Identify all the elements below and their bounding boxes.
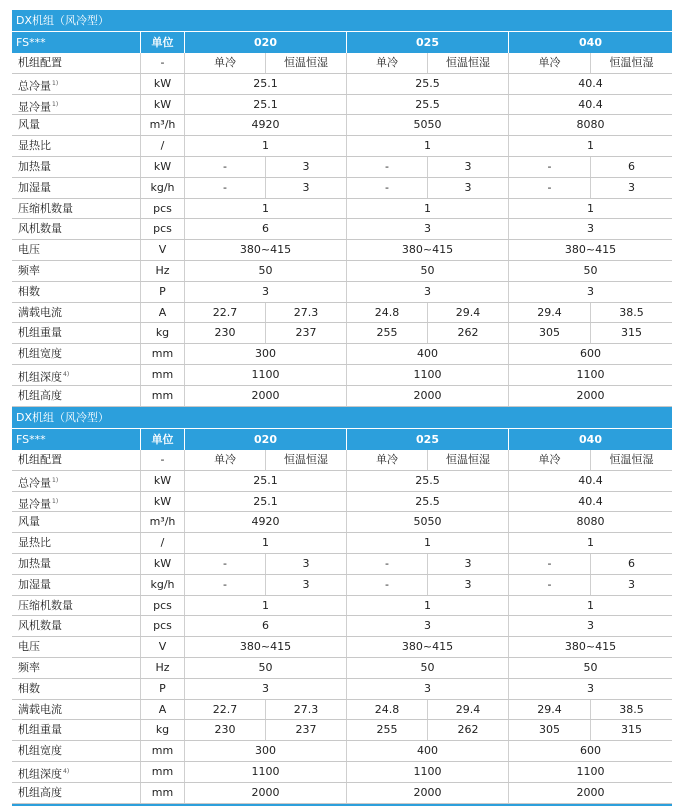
row-label <box>12 512 140 532</box>
unit-cell: - <box>140 450 184 470</box>
table-row <box>12 720 672 741</box>
value-cell: 恒温恒湿 <box>590 53 672 73</box>
value-cell: 1100 <box>184 365 346 385</box>
table-row <box>12 533 672 554</box>
value-cell: 315 <box>590 323 672 343</box>
table-row <box>12 616 672 637</box>
footnote-marker: 4) <box>63 767 70 775</box>
unit-cell: m³/h <box>140 512 184 532</box>
unit-cell: kg <box>140 720 184 740</box>
value-cell: 3 <box>590 575 672 595</box>
row-label <box>12 115 140 135</box>
unit-cell: Hz <box>140 261 184 281</box>
value-cell: 1100 <box>184 762 346 782</box>
value-cell: 29.4 <box>508 303 590 323</box>
table-row <box>12 157 672 178</box>
value-cell: 1 <box>346 136 508 156</box>
table-row <box>12 53 672 74</box>
value-cell: 5050 <box>346 115 508 135</box>
row-label <box>12 365 140 385</box>
value-cell: 3 <box>265 178 346 198</box>
row-label-text: 机组高度 <box>18 785 62 799</box>
unit-cell: mm <box>140 783 184 803</box>
row-label-text: 机组配置 <box>18 453 62 466</box>
row-label <box>12 323 140 343</box>
row-label <box>12 282 140 302</box>
value-cell: 38.5 <box>590 700 672 720</box>
value-cell: 3 <box>346 282 508 302</box>
value-cell: 25.1 <box>184 74 346 94</box>
value-cell: 1100 <box>346 762 508 782</box>
row-label-text: 显冷量 <box>18 100 51 114</box>
value-cell: 2000 <box>184 386 346 406</box>
value-cell: - <box>508 157 590 177</box>
value-cell: 22.7 <box>184 700 265 720</box>
value-cell: 315 <box>590 720 672 740</box>
value-cell: 恒温恒湿 <box>427 53 508 73</box>
row-label-text: 总冷量 <box>18 79 51 93</box>
unit-cell: A <box>140 700 184 720</box>
table-row <box>12 178 672 199</box>
row-label-text: 加热量 <box>18 159 51 173</box>
value-cell: 2000 <box>508 783 672 803</box>
row-label <box>12 700 140 720</box>
value-cell: 50 <box>184 261 346 281</box>
table-row <box>12 762 672 783</box>
row-label <box>12 575 140 595</box>
value-cell: 6 <box>184 616 346 636</box>
value-cell: 3 <box>184 679 346 699</box>
row-label <box>12 199 140 219</box>
row-label <box>12 386 140 406</box>
footnote-marker: 1) <box>52 79 59 87</box>
row-label <box>12 554 140 574</box>
table-title: DX机组（风冷型） <box>12 10 672 32</box>
value-cell: 600 <box>508 741 672 761</box>
value-cell: 3 <box>346 679 508 699</box>
table-row <box>12 471 672 492</box>
value-cell: 305 <box>508 323 590 343</box>
value-cell: 3 <box>508 219 672 239</box>
value-cell: - <box>508 554 590 574</box>
row-label <box>12 450 140 470</box>
value-cell: 1 <box>184 199 346 219</box>
value-cell: 3 <box>590 178 672 198</box>
unit-cell: mm <box>140 344 184 364</box>
value-cell: 3 <box>346 616 508 636</box>
unit-cell: m³/h <box>140 115 184 135</box>
value-cell: 27.3 <box>265 700 346 720</box>
value-cell: - <box>508 575 590 595</box>
value-cell: 29.4 <box>427 700 508 720</box>
row-label-text: 相数 <box>18 681 40 695</box>
value-cell: 8080 <box>508 115 672 135</box>
table-row <box>12 554 672 575</box>
row-label-text: 机组宽度 <box>18 347 62 361</box>
value-cell: 380~415 <box>508 240 672 260</box>
value-cell: 1 <box>508 533 672 553</box>
row-label <box>12 658 140 678</box>
row-label <box>12 95 140 115</box>
value-cell: 1100 <box>508 762 672 782</box>
spec-table-2 <box>12 407 672 806</box>
table-row <box>12 240 672 261</box>
unit-cell: / <box>140 136 184 156</box>
row-label-text: 机组深度 <box>18 767 62 781</box>
value-cell: 2000 <box>346 783 508 803</box>
table-row <box>12 512 672 533</box>
value-cell: 400 <box>346 741 508 761</box>
row-label-text: 机组高度 <box>18 388 62 402</box>
row-label-text: 显冷量 <box>18 497 51 511</box>
value-cell: 255 <box>346 720 427 740</box>
value-cell: - <box>346 554 427 574</box>
value-cell: 300 <box>184 344 346 364</box>
spec-table-1 <box>12 10 672 409</box>
unit-cell: mm <box>140 762 184 782</box>
row-label-text: 电压 <box>18 243 40 257</box>
table-row <box>12 303 672 324</box>
value-cell: 50 <box>508 261 672 281</box>
unit-cell: mm <box>140 365 184 385</box>
row-label <box>12 157 140 177</box>
value-cell: 恒温恒湿 <box>427 450 508 470</box>
value-cell: 237 <box>265 323 346 343</box>
row-label <box>12 720 140 740</box>
table-title: DX机组（风冷型） <box>12 407 672 429</box>
value-cell: 29.4 <box>508 700 590 720</box>
row-label <box>12 492 140 512</box>
table-row <box>12 596 672 617</box>
model-020-header: 020 <box>184 429 346 450</box>
row-label <box>12 679 140 699</box>
row-label <box>12 261 140 281</box>
model-header: FS*** <box>16 433 46 446</box>
unit-cell: kW <box>140 554 184 574</box>
unit-cell: kg/h <box>140 575 184 595</box>
model-040-header: 040 <box>508 32 672 53</box>
value-cell: 262 <box>427 720 508 740</box>
value-cell: 1 <box>508 199 672 219</box>
value-cell: 38.5 <box>590 303 672 323</box>
value-cell: 8080 <box>508 512 672 532</box>
row-label-text: 风量 <box>18 118 40 132</box>
row-label-text: 频率 <box>18 263 40 277</box>
table-row <box>12 741 672 762</box>
row-label <box>12 637 140 657</box>
value-cell: 400 <box>346 344 508 364</box>
value-cell: 2000 <box>184 783 346 803</box>
value-cell: 3 <box>508 679 672 699</box>
table-header <box>12 32 672 53</box>
table-row <box>12 344 672 365</box>
value-cell: 恒温恒湿 <box>265 53 346 73</box>
footnote-marker: 1) <box>52 497 59 505</box>
value-cell: 40.4 <box>508 471 672 491</box>
model-header: FS*** <box>16 36 46 49</box>
row-label-text: 加湿量 <box>18 577 51 591</box>
table-row <box>12 115 672 136</box>
unit-cell: pcs <box>140 219 184 239</box>
table-row <box>12 74 672 95</box>
value-cell: 单冷 <box>508 450 590 470</box>
value-cell: - <box>346 178 427 198</box>
row-label <box>12 74 140 94</box>
table-row <box>12 783 672 804</box>
footnote-marker: 1) <box>52 100 59 108</box>
value-cell: 3 <box>184 282 346 302</box>
table-row <box>12 282 672 303</box>
row-label <box>12 596 140 616</box>
unit-cell: / <box>140 533 184 553</box>
value-cell: - <box>508 178 590 198</box>
row-label <box>12 471 140 491</box>
value-cell: 恒温恒湿 <box>265 450 346 470</box>
row-label <box>12 741 140 761</box>
table-row <box>12 386 672 407</box>
table-row <box>12 365 672 386</box>
value-cell: - <box>184 178 265 198</box>
row-label-text: 机组配置 <box>18 56 62 69</box>
value-cell: 单冷 <box>184 53 265 73</box>
value-cell: 1 <box>346 533 508 553</box>
row-label <box>12 178 140 198</box>
value-cell: 3 <box>427 554 508 574</box>
value-cell: 恒温恒湿 <box>590 450 672 470</box>
value-cell: 5050 <box>346 512 508 532</box>
value-cell: - <box>346 157 427 177</box>
row-label-text: 显热比 <box>18 536 51 550</box>
value-cell: 1 <box>184 533 346 553</box>
value-cell: 单冷 <box>508 53 590 73</box>
value-cell: 1 <box>184 136 346 156</box>
unit-cell: mm <box>140 741 184 761</box>
table-row <box>12 450 672 471</box>
unit-cell: P <box>140 679 184 699</box>
unit-cell: A <box>140 303 184 323</box>
unit-cell: V <box>140 637 184 657</box>
value-cell: 50 <box>184 658 346 678</box>
table-header <box>12 429 672 450</box>
model-020-header: 020 <box>184 32 346 53</box>
value-cell: 2000 <box>508 386 672 406</box>
unit-cell: V <box>140 240 184 260</box>
row-label-text: 电压 <box>18 640 40 654</box>
value-cell: 300 <box>184 741 346 761</box>
model-025-header: 025 <box>346 429 508 450</box>
value-cell: 40.4 <box>508 74 672 94</box>
value-cell: 1100 <box>508 365 672 385</box>
value-cell: - <box>184 575 265 595</box>
row-label <box>12 616 140 636</box>
unit-cell: P <box>140 282 184 302</box>
table-row <box>12 199 672 220</box>
table-row <box>12 492 672 513</box>
value-cell: 2000 <box>346 386 508 406</box>
value-cell: 25.5 <box>346 492 508 512</box>
unit-header: 单位 <box>140 32 184 53</box>
value-cell: 25.5 <box>346 74 508 94</box>
value-cell: 380~415 <box>508 637 672 657</box>
value-cell: 3 <box>427 157 508 177</box>
value-cell: 3 <box>346 219 508 239</box>
row-label-text: 满载电流 <box>18 305 62 319</box>
value-cell: 3 <box>508 282 672 302</box>
value-cell: 600 <box>508 344 672 364</box>
table-body <box>12 450 672 806</box>
table-body <box>12 53 672 409</box>
value-cell: 3 <box>265 554 346 574</box>
unit-cell: Hz <box>140 658 184 678</box>
table-row <box>12 323 672 344</box>
value-cell: 1 <box>184 596 346 616</box>
value-cell: 40.4 <box>508 95 672 115</box>
table-row <box>12 136 672 157</box>
value-cell: 25.5 <box>346 471 508 491</box>
row-label-text: 相数 <box>18 284 40 298</box>
value-cell: 1 <box>346 596 508 616</box>
value-cell: 3 <box>427 575 508 595</box>
row-label <box>12 53 140 73</box>
value-cell: 380~415 <box>184 240 346 260</box>
value-cell: 230 <box>184 720 265 740</box>
footnote-marker: 4) <box>63 370 70 378</box>
row-label <box>12 303 140 323</box>
value-cell: 25.5 <box>346 95 508 115</box>
value-cell: 3 <box>427 178 508 198</box>
unit-cell: kW <box>140 74 184 94</box>
row-label <box>12 240 140 260</box>
value-cell: 29.4 <box>427 303 508 323</box>
value-cell: 50 <box>346 658 508 678</box>
value-cell: 255 <box>346 323 427 343</box>
value-cell: 380~415 <box>184 637 346 657</box>
value-cell: 262 <box>427 323 508 343</box>
value-cell: 305 <box>508 720 590 740</box>
row-label-text: 总冷量 <box>18 476 51 490</box>
value-cell: 237 <box>265 720 346 740</box>
row-label-text: 加热量 <box>18 556 51 570</box>
row-label-text: 机组深度 <box>18 370 62 384</box>
row-label-text: 风机数量 <box>18 222 62 236</box>
table-row <box>12 575 672 596</box>
value-cell: 22.7 <box>184 303 265 323</box>
row-label <box>12 533 140 553</box>
row-label-text: 压缩机数量 <box>18 201 73 215</box>
value-cell: 25.1 <box>184 95 346 115</box>
value-cell: 3 <box>265 157 346 177</box>
row-label-text: 风量 <box>18 515 40 529</box>
model-040-header: 040 <box>508 429 672 450</box>
table-row <box>12 219 672 240</box>
value-cell: 380~415 <box>346 240 508 260</box>
value-cell: 1 <box>346 199 508 219</box>
row-label-text: 风机数量 <box>18 619 62 633</box>
unit-cell: kg/h <box>140 178 184 198</box>
value-cell: 4920 <box>184 512 346 532</box>
unit-cell: kW <box>140 471 184 491</box>
value-cell: 3 <box>508 616 672 636</box>
footnote-marker: 1) <box>52 476 59 484</box>
table-row <box>12 658 672 679</box>
value-cell: 27.3 <box>265 303 346 323</box>
value-cell: 单冷 <box>346 450 427 470</box>
value-cell: 25.1 <box>184 492 346 512</box>
value-cell: 230 <box>184 323 265 343</box>
value-cell: 50 <box>346 261 508 281</box>
unit-cell: pcs <box>140 199 184 219</box>
value-cell: 380~415 <box>346 637 508 657</box>
row-label <box>12 219 140 239</box>
row-label-text: 压缩机数量 <box>18 598 73 612</box>
value-cell: - <box>346 575 427 595</box>
unit-cell: pcs <box>140 616 184 636</box>
value-cell: 1100 <box>346 365 508 385</box>
unit-cell: kg <box>140 323 184 343</box>
row-label-text: 加湿量 <box>18 180 51 194</box>
unit-cell: kW <box>140 95 184 115</box>
row-label-text: 频率 <box>18 660 40 674</box>
value-cell: 3 <box>265 575 346 595</box>
table-row <box>12 95 672 116</box>
row-label <box>12 762 140 782</box>
table-row <box>12 679 672 700</box>
value-cell: 6 <box>590 157 672 177</box>
value-cell: - <box>184 157 265 177</box>
value-cell: 24.8 <box>346 303 427 323</box>
unit-cell: mm <box>140 386 184 406</box>
table-row <box>12 700 672 721</box>
value-cell: 1 <box>508 136 672 156</box>
value-cell: 6 <box>184 219 346 239</box>
unit-cell: pcs <box>140 596 184 616</box>
row-label <box>12 136 140 156</box>
row-label <box>12 344 140 364</box>
table-row <box>12 637 672 658</box>
value-cell: 40.4 <box>508 492 672 512</box>
value-cell: 单冷 <box>346 53 427 73</box>
unit-cell: kW <box>140 492 184 512</box>
table-row <box>12 261 672 282</box>
model-025-header: 025 <box>346 32 508 53</box>
row-label-text: 满载电流 <box>18 702 62 716</box>
row-label-text: 机组重量 <box>18 723 62 737</box>
unit-header: 单位 <box>140 429 184 450</box>
value-cell: 25.1 <box>184 471 346 491</box>
row-label <box>12 783 140 803</box>
value-cell: 1 <box>508 596 672 616</box>
unit-cell: - <box>140 53 184 73</box>
value-cell: 单冷 <box>184 450 265 470</box>
row-label-text: 机组宽度 <box>18 744 62 758</box>
row-label-text: 机组重量 <box>18 326 62 340</box>
value-cell: 6 <box>590 554 672 574</box>
row-label-text: 显热比 <box>18 139 51 153</box>
value-cell: 24.8 <box>346 700 427 720</box>
value-cell: 4920 <box>184 115 346 135</box>
unit-cell: kW <box>140 157 184 177</box>
value-cell: - <box>184 554 265 574</box>
value-cell: 50 <box>508 658 672 678</box>
